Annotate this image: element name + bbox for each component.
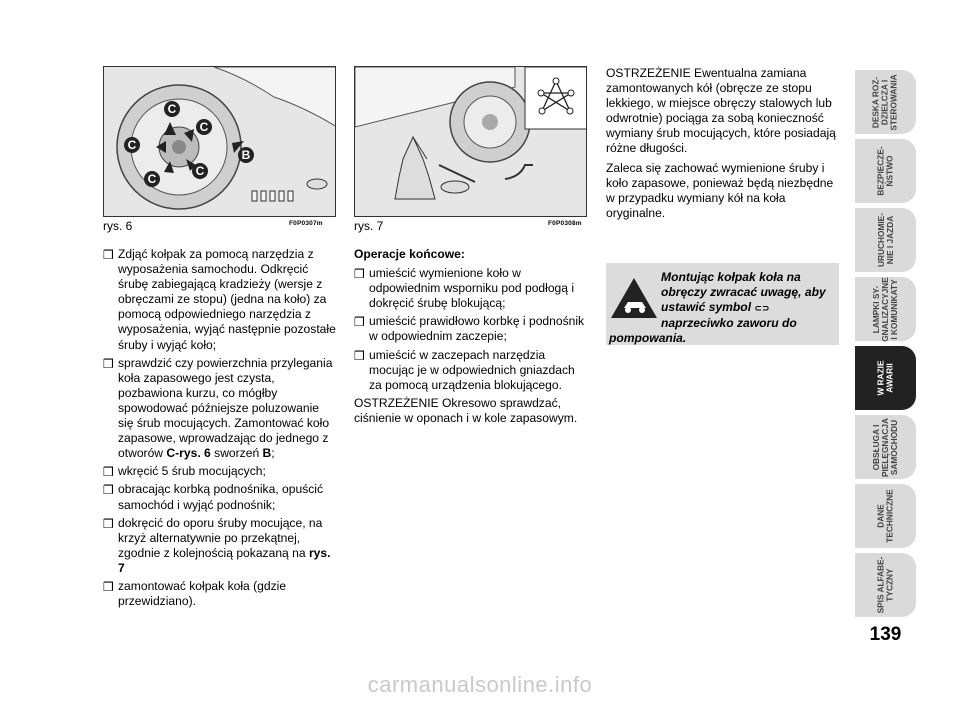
label-c: C: [167, 102, 177, 116]
list-item: ❒ umieścić prawidłowo korbkę i podnośnik w odpowiednim zaczepie;: [354, 314, 585, 344]
label-b: B: [241, 148, 251, 162]
figure-jack: [354, 66, 587, 217]
column-right: [606, 66, 839, 225]
tab-bezpieczenstwo[interactable]: BEZPIECZE- ŃSTWO: [855, 139, 916, 203]
list-item: ❒ dokręcić do oporu śruby mocujące, na krzyż alternatywnie po przekątnej, zgodnie z kolejnością pokazaną na rys. 7: [103, 515, 331, 575]
column-left: [103, 247, 337, 612]
list-item: ❒ obracając korbką podnośnika, opuścić samochód i wyjąć podnośnik;: [103, 482, 324, 512]
wheel-symbol-icon: ⊂⊃: [754, 303, 770, 314]
tab-w-razie-awarii[interactable]: W RAZIE AWARII: [855, 346, 916, 410]
label-c: C: [127, 138, 137, 152]
figure-wheel-bolts: [103, 66, 336, 217]
list-item: ❒ sprawdzić czy powierzchnia przylegania koła zapasowego jest czysta, pozbawiona kurzu, co mógłby spowodować późniejsze poluzowanie się śrub mocujących. Zamontować koło zapasowe, wprowadzając do jednego z otworów C-rys. 6 sworzeń B;: [103, 355, 333, 461]
paragraph: OSTRZEŻENIE Ewentualna zamiana zamontowanych kół (obręcze ze stopu lekkiego, w miejsce obręczy stalowych lub odwrotnie) pociąga za sobą konieczność wymiany śrub mocujących, które posiadają różne długości.: [606, 66, 836, 156]
list-item: ❒ zamontować kołpak koła (gdzie przewidziano).: [103, 578, 287, 609]
tab-spis-alfabetyczny[interactable]: SPIS ALFABE- TYCZNY: [855, 553, 916, 617]
list-item: ❒ wkręcić 5 śrub mocujących;: [103, 464, 266, 480]
tab-lampki[interactable]: LAMPKI SY- GNALIZACYJNE I KOMUNIKATY: [855, 277, 916, 341]
figure-caption: rys. 6: [103, 219, 133, 233]
column-middle: [354, 247, 588, 430]
jack-illustration: [355, 67, 587, 217]
figure-caption: rys. 7: [354, 219, 384, 233]
tab-dane-techniczne[interactable]: DANE TECHNICZNE: [855, 484, 916, 548]
figure-code: F0P0308m: [548, 220, 582, 227]
watermark: carmanualsonline.info: [367, 672, 593, 697]
warning-box: [606, 263, 839, 345]
label-c: C: [147, 172, 157, 186]
tab-deska-rozdzielcza[interactable]: DESKA ROZ- DZIELCZA I STEROWANIA: [855, 70, 916, 134]
list-item: ❒ umieścić w zaczepach narzędzia mocując je w odpowiednich gniazdach za pomocą urządzenia blokującego.: [354, 347, 575, 392]
tab-obsluga[interactable]: OBSŁUGA I PIELĘGNACJA SAMOCHODU: [855, 415, 916, 479]
tab-uruchomienie[interactable]: URUCHOMIE- NIE I JAZDA: [855, 208, 916, 272]
page-number: 139: [869, 624, 902, 645]
paragraph: Zaleca się zachować wymienione śruby i koło zapasowe, ponieważ będą niezbędne w przypadku wymiany kół na koła oryginalne.: [606, 160, 834, 220]
section-heading: Operacje końcowe:: [354, 247, 465, 261]
wheel-illustration: [104, 67, 336, 217]
label-c: C: [195, 164, 205, 178]
warning-text: Montując kołpak koła na obręczy zwracać uwagę, aby ustawić symbol ⊂⊃ naprzeciwko zaworu do pompowania.: [609, 270, 826, 346]
figure-code: F0P0307m: [289, 220, 323, 227]
list-item: ❒ Zdjąć kołpak za pomocą narzędzia z wyposażenia samochodu. Odkręcić śrubę zabiegającą kradzieży (wersje z obręczami ze stopu) (jedna na koło) za pomocą odpowiedniego narzędzia z wyposażenia, wyjąć następnie pozostałe śruby i wyjąć koło;: [103, 247, 336, 352]
list-item: ❒ umieścić wymienione koło w odpowiednim wsporniku pod podłogą i dokręcić śrubę blokującą;: [354, 266, 575, 311]
note-paragraph: OSTRZEŻENIE Okresowo sprawdzać, ciśnienie w oponach i w kole zapasowym.: [354, 395, 578, 425]
label-c: C: [199, 120, 209, 134]
